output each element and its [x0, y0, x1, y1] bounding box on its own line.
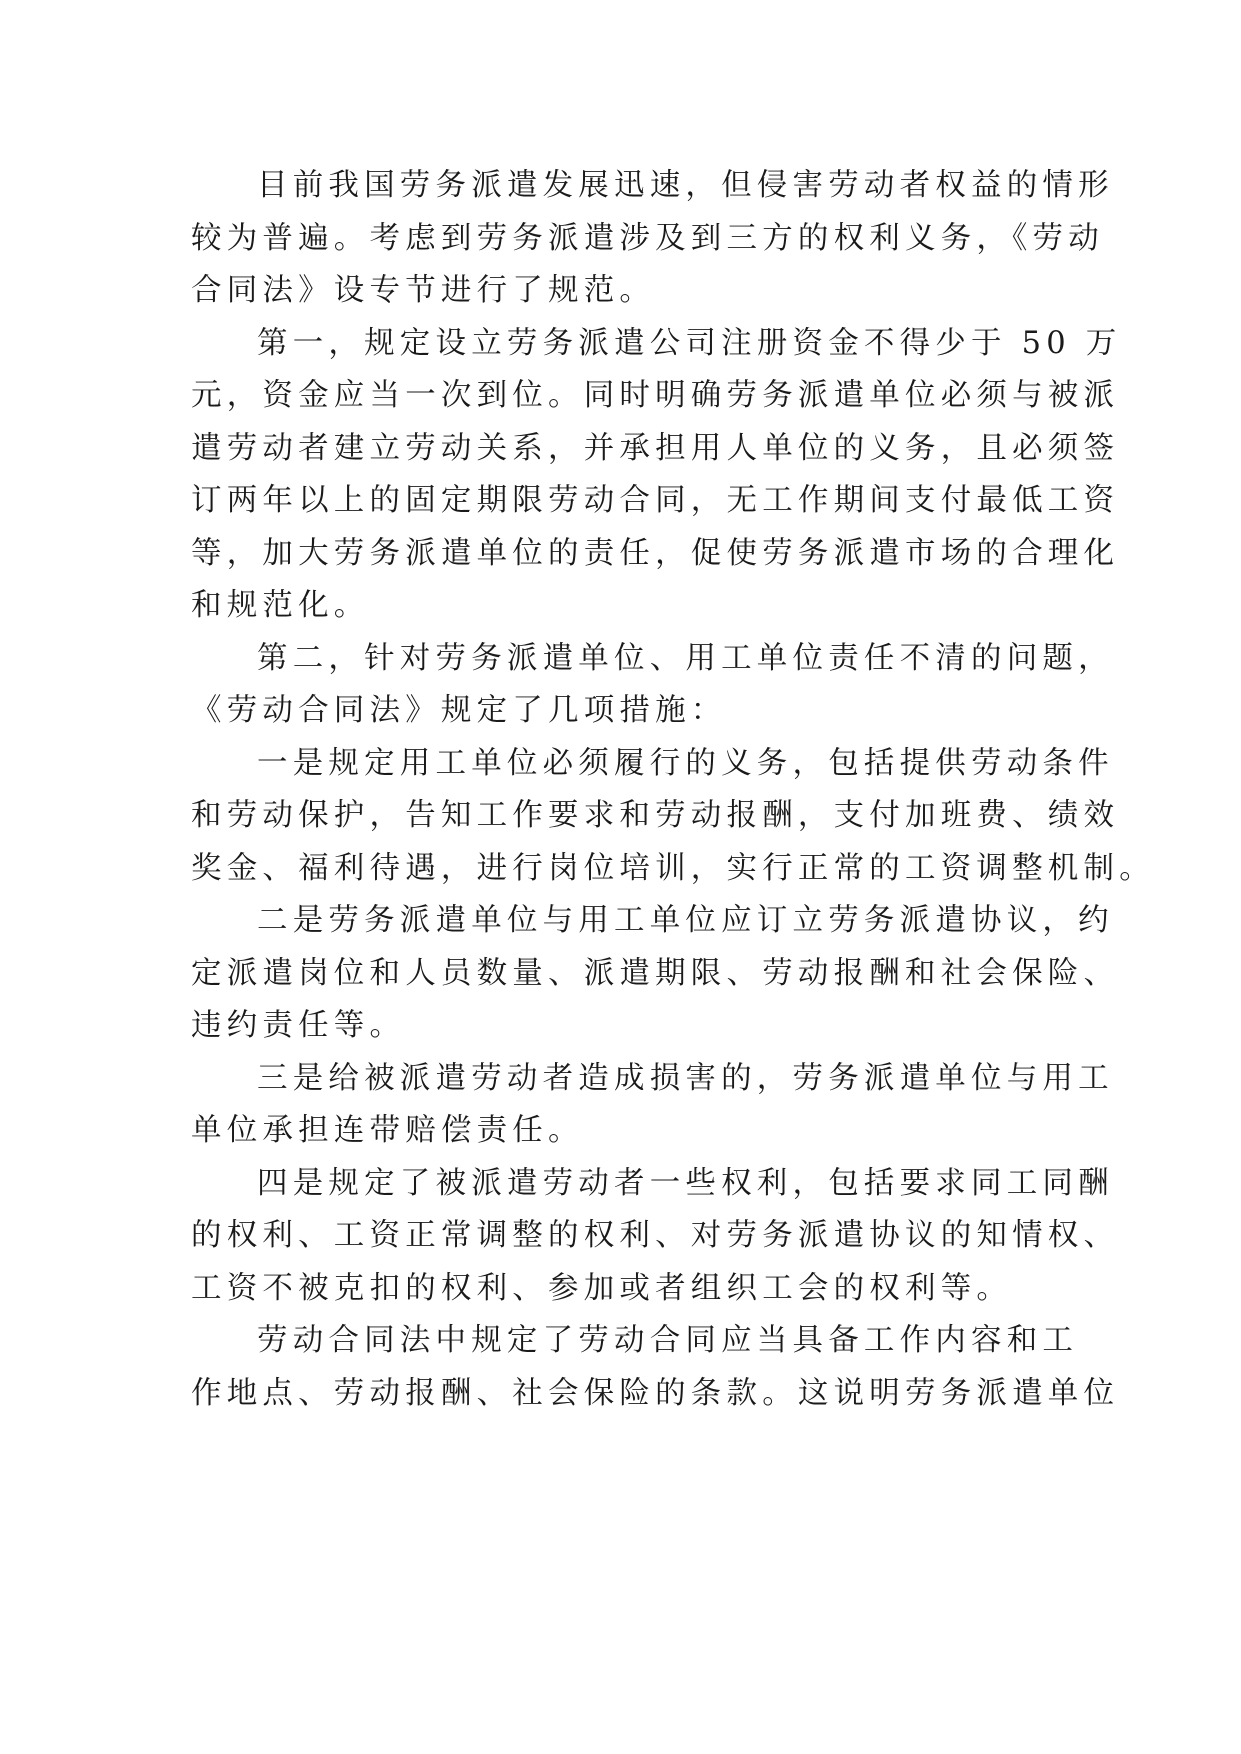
- text-line: 四是规定了被派遣劳动者一些权利，包括要求同工同酬: [257, 1165, 1114, 1201]
- text-line: 二是劳务派遣单位与用工单位应订立劳务派遣协议，约: [257, 903, 1114, 938]
- text-line: 较为普遍。考虑到劳务派遣涉及到三方的权利义务，《劳动: [191, 220, 1104, 256]
- text-line: 元，资金应当一次到位。同时明确劳务派遣单位必须与被派: [191, 378, 1120, 413]
- text-line: 和劳动保护，告知工作要求和劳动报酬，支付加班费、绩效: [191, 798, 1120, 833]
- text-line: 第二，针对劳务派遣单位、用工单位责任不清的问题，: [257, 640, 1114, 676]
- text-line: 遣劳动者建立劳动关系，并承担用人单位的义务，且必须签: [191, 430, 1120, 466]
- text-line: 三是给被派遣劳动者造成损害的，劳务派遣单位与用工: [257, 1060, 1114, 1096]
- text-line: 等，加大劳务派遣单位的责任，促使劳务派遣市场的合理化: [191, 535, 1120, 571]
- text-line: 定派遣岗位和人员数量、派遣期限、劳动报酬和社会保险、: [191, 955, 1120, 991]
- text-line: 一是规定用工单位必须履行的义务，包括提供劳动条件: [257, 745, 1114, 781]
- text-line: 合同法》设专节进行了规范。: [191, 273, 656, 308]
- text-line: 违约责任等。: [191, 1008, 406, 1043]
- text-line: 目前我国劳务派遣发展迅速，但侵害劳动者权益的情形: [257, 168, 1114, 203]
- text-line: 劳动合同法中规定了劳动合同应当具备工作内容和工: [257, 1323, 1079, 1358]
- text-line: 和规范化。: [191, 588, 370, 623]
- document-body: [191, 160, 1155, 1420]
- text-line: 第一，规定设立劳务派遣公司注册资金不得少于 50 万: [257, 325, 1122, 361]
- text-line: 作地点、劳动报酬、社会保险的条款。这说明劳务派遣单位: [191, 1375, 1120, 1411]
- text-line: 的权利、工资正常调整的权利、对劳务派遣协议的知情权、: [191, 1218, 1120, 1253]
- text-line: 订两年以上的固定期限劳动合同，无工作期间支付最低工资: [191, 483, 1120, 518]
- text-line: 单位承担连带赔偿责任。: [191, 1113, 584, 1148]
- text-line: 工资不被克扣的权利、参加或者组织工会的权利等。: [191, 1270, 1013, 1306]
- text-line: 《劳动合同法》规定了几项措施：: [191, 693, 727, 728]
- text-line: 奖金、福利待遇，进行岗位培训，实行正常的工资调整机制。: [191, 850, 1155, 886]
